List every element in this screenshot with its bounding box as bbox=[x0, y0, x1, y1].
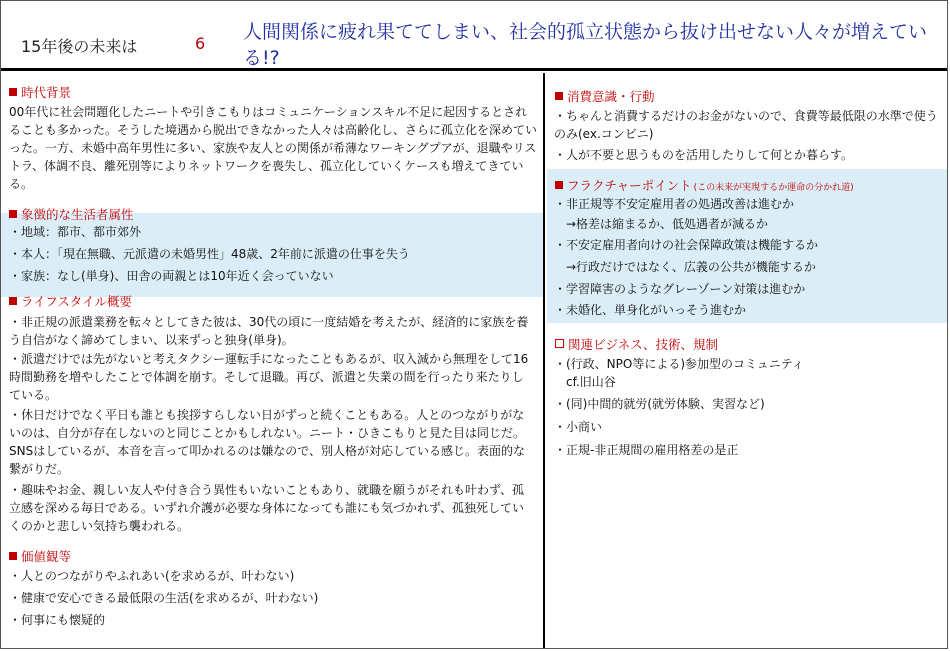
square-bullet-icon bbox=[9, 88, 17, 96]
values-heading: 価値観等 bbox=[9, 547, 71, 565]
lifestyle-section bbox=[1, 289, 543, 541]
hollow-square-icon bbox=[555, 339, 564, 348]
consumption-item: ・ちゃんと消費するだけのお金がないので、食費等最低限の水準で使うのみ(ex.コンビニ) bbox=[554, 109, 938, 141]
fracture-section bbox=[547, 169, 947, 323]
square-bullet-icon bbox=[9, 210, 17, 218]
right-column bbox=[547, 73, 947, 648]
background-section bbox=[1, 73, 543, 211]
fracture-line: ・不安定雇用者向けの社会保障政策は機能するか bbox=[554, 238, 819, 252]
background-text: 00年代に社会問題化したニートや引きこもりはコミュニケーションスキル不足に起因するとされることも多かった。そうした境遇から脱出できなかった人々は高齢化し、さらに孤立化を深めていった。一方、未婚中高年男性に多い、家族や友人との関係が希薄なワーキングプアが、退職やリストラ、体調不良、離死別等によりネットワークを喪失し、孤立化していくケースも増えてきている。 bbox=[9, 105, 538, 191]
business-heading: 関連ビジネス、技術、規制 bbox=[555, 335, 718, 353]
value-item: ・健康で安心できる最低限の生活(を求めるが、叶わない) bbox=[9, 591, 319, 605]
business-line: ・正規-非正規間の雇用格差の是正 bbox=[554, 443, 739, 457]
business-section bbox=[547, 325, 947, 645]
fracture-line: →行政だけではなく、広義の公共が機能するか bbox=[554, 260, 816, 274]
background-heading: 時代背景 bbox=[9, 83, 71, 101]
lifestyle-heading: ライフスタイル概要 bbox=[9, 292, 132, 310]
attribute-item: ・地域：都市、都市郊外 bbox=[9, 225, 142, 239]
attributes-heading: 象徴的な生活者属性 bbox=[9, 205, 134, 223]
fracture-line: ・未婚化、単身化がいっそう進むか bbox=[554, 303, 747, 317]
consumption-heading: 消費意識・行動 bbox=[555, 87, 655, 105]
lifestyle-item: ・派遣だけでは先がないと考えタクシー運転手になったこともあるが、収入減から無理をして16時間勤務を増やしたことで体調を崩す。そして退職。再び、派遣と失業の間を行ったり来たりしている。 bbox=[9, 352, 529, 402]
lifestyle-item: ・休日だけでなく平日も誰とも挨拶すらしない日がずっと続くこともある。人とのつながりがないのは、自分が存在しないのと同じことかもしれない。ニート・ひきこもりと見た目は同じだ。SNSはしているが、本音を言って叩かれるのは嫌なので、別人格が対応している感じ。表面的な繋がりだ。 bbox=[9, 408, 526, 476]
fracture-line: ・非正規等不安定雇用者の処遇改善は進むか bbox=[554, 197, 795, 211]
future-number: 6 bbox=[195, 34, 206, 53]
future-label: 15年後の未来は bbox=[21, 37, 138, 56]
attribute-item: ・家族：なし(単身)、田舎の両親とは10年近く会っていない bbox=[9, 269, 334, 283]
header bbox=[1, 1, 947, 71]
value-item: ・何事にも懐疑的 bbox=[9, 613, 106, 627]
attribute-item: ・本人：「現在無職、元派遣の未婚男性」48歳、2年前に派遣の仕事を失う bbox=[9, 247, 410, 261]
square-bullet-icon bbox=[555, 92, 563, 100]
attributes-section bbox=[1, 207, 543, 297]
fracture-line: ・学習障害のようなグレーゾーン対策は進むか bbox=[554, 282, 806, 296]
value-item: ・人とのつながりやふれあい(を求めるが、叶わない) bbox=[9, 569, 295, 583]
business-line: cf.旧山谷 bbox=[554, 375, 616, 389]
consumption-section bbox=[547, 73, 947, 169]
square-bullet-icon bbox=[9, 297, 17, 305]
business-line: ・(同)中間的就労(就労体験、実習など) bbox=[554, 397, 765, 411]
values-section bbox=[1, 541, 543, 641]
business-line: ・小商い bbox=[554, 420, 603, 434]
consumption-item: ・人が不要と思うものを活用したりして何とか暮らす。 bbox=[554, 148, 854, 162]
page-title: 人間関係に疲れ果ててしまい、社会的孤立状態から抜け出せない人々が増えている!? bbox=[243, 21, 928, 69]
lifestyle-item: ・非正規の派遣業務を転々としてきた彼は、30代の頃に一度結婚を考えたが、経済的に家族を養う自信がなく諦めてしまい、以来ずっと独身(単身)。 bbox=[9, 315, 529, 347]
business-line: ・(行政、NPO等による)参加型のコミュニティ bbox=[554, 357, 804, 371]
square-bullet-icon bbox=[9, 552, 17, 560]
lifestyle-item: ・趣味やお金、親しい友人や付き合う異性もいないこともあり、就職を願うがそれも叶わず、孤立感を深める毎日である。いずれ介護が必要な身体になっても誰にも気づかれず、孤独死していくのかと悲しい気持ち襲われる。 bbox=[9, 483, 525, 533]
fracture-line: →格差は縮まるか、低処遇者が減るか bbox=[554, 217, 769, 231]
fracture-heading: フラクチャーポイント (この未来が実現するか運命の分かれ道) bbox=[555, 176, 854, 194]
left-column bbox=[1, 73, 545, 648]
square-bullet-icon bbox=[555, 181, 563, 189]
